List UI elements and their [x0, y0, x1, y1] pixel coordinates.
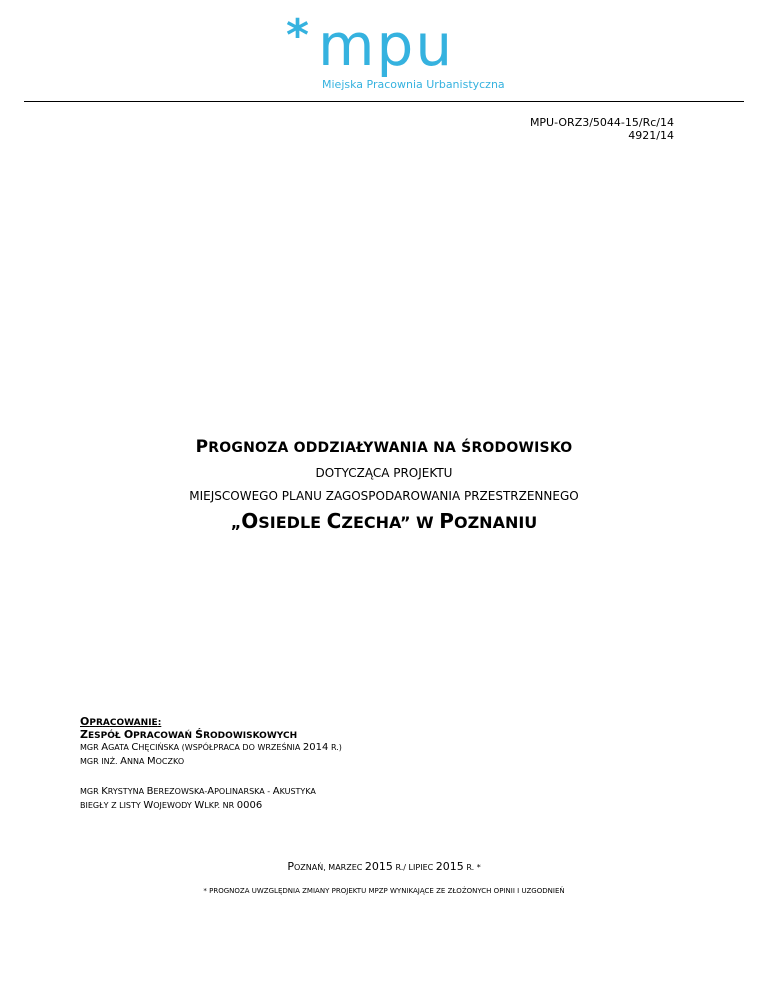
document-title-subject: „OSIEDLE CZECHA” W POZNANIU — [230, 509, 538, 533]
author-2: MGR INŻ. ANNA MOCZKO — [80, 756, 185, 767]
document-subtitle-1: DOTYCZĄCA PROJEKTU — [315, 466, 453, 480]
author-3-note: BIEGŁY Z LISTY WOJEWODY WLKP. NR 0006 — [80, 800, 263, 811]
document-title: PROGNOZA ODDZIAŁYWANIA NA ŚRODOWISKO — [195, 437, 573, 457]
reference-number-secondary: 4921/14 — [628, 129, 674, 142]
prepared-by-label: OPRACOWANIE: — [80, 715, 162, 728]
header-divider — [24, 101, 744, 102]
place-and-date: POZNAŃ, MARZEC 2015 R./ LIPIEC 2015 R. * — [287, 860, 481, 873]
logo-subtitle: Miejska Pracownia Urbanistyczna — [322, 78, 505, 91]
footnote: * PROGNOZA UWZGLĘDNIA ZMIANY PROJEKTU MPZP WYNIKAJĄCE ZE ZŁOŻONYCH OPINII I UZGODNIEŃ — [203, 887, 565, 895]
document-subtitle-2: MIEJSCOWEGO PLANU ZAGOSPODAROWANIA PRZESTRZENNEGO — [189, 489, 579, 503]
author-3: MGR KRYSTYNA BEREZOWSKA-APOLINARSKA - AKUSTYKA — [80, 786, 316, 797]
author-1: MGR AGATA CHĘCIŃSKA (WSPÓŁPRACA DO WRZEŚNIA 2014 R.) — [80, 742, 342, 753]
mpu-logo — [286, 10, 505, 98]
reference-number: MPU-ORZ3/5044-15/Rc/14 — [529, 116, 674, 129]
team-name: ZESPÓŁ OPRACOWAŃ ŚRODOWISKOWYCH — [80, 728, 298, 741]
logo-wordmark: mpu — [318, 11, 455, 79]
logo-star-icon: * — [286, 10, 310, 61]
